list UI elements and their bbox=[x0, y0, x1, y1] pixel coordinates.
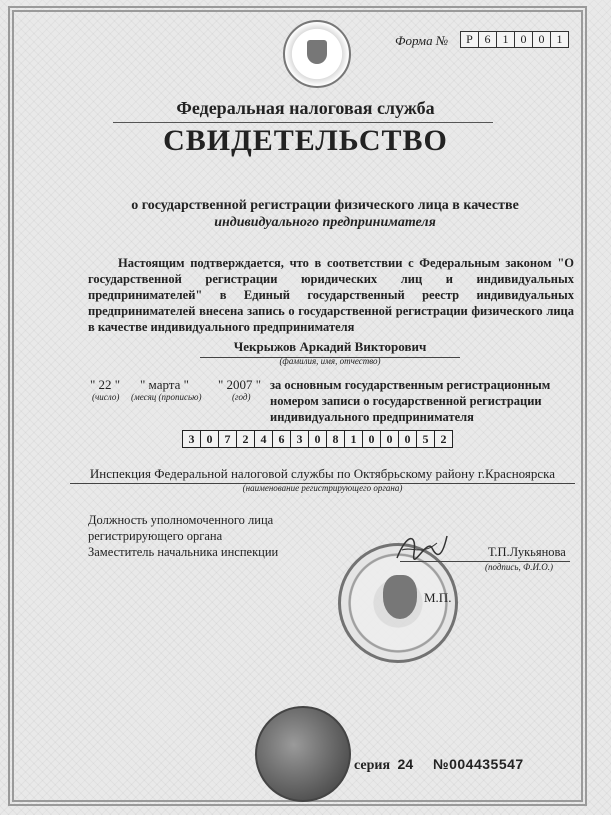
form-code bbox=[461, 31, 569, 48]
ogrnip-digit: 6 bbox=[272, 430, 291, 448]
page-title: СВИДЕТЕЛЬСТВО bbox=[163, 124, 448, 157]
date-day: " 22 " bbox=[90, 377, 121, 392]
ogrnip-digit: 0 bbox=[200, 430, 219, 448]
registration-text: за основным государственным регистрационным номером записи о государственной регистрации индивидуального предпринимателя bbox=[270, 378, 551, 424]
divider bbox=[113, 122, 493, 123]
ogrnip-digit: 3 bbox=[290, 430, 309, 448]
body-text: Настоящим подтверждается, что в соответствии с Федеральным законом "О государственной регистрации юридических лиц и индивидуальных предпринимателей" в Единый государственный реестр индивидуальных предпринимателей внесена запись о государственной регистрации физического лица в качестве индивидуального предпринимателя bbox=[88, 256, 574, 334]
position-label bbox=[88, 512, 273, 544]
ogrnip-digit: 0 bbox=[362, 430, 381, 448]
date-day-caption: (число) bbox=[92, 392, 120, 402]
ogrnip-digit: 0 bbox=[380, 430, 399, 448]
ogrnip-digit: 0 bbox=[398, 430, 417, 448]
position-label-line-1: Должность уполномоченного лица bbox=[88, 513, 274, 527]
date-month: " марта " bbox=[140, 377, 189, 392]
stamp-label: М.П. bbox=[424, 590, 452, 605]
person-name-caption: (фамилия, имя, отчество) bbox=[279, 356, 381, 366]
date-year-caption: (год) bbox=[232, 392, 251, 402]
series-value: 24 bbox=[397, 756, 414, 772]
ogrnip-digit: 5 bbox=[416, 430, 435, 448]
form-code-cell: Р bbox=[460, 31, 479, 48]
series bbox=[354, 756, 413, 774]
form-code-cell: 0 bbox=[514, 31, 533, 48]
ogrnip-digit: 3 bbox=[182, 430, 201, 448]
date-month-caption: (месяц (прописью) bbox=[131, 392, 202, 402]
ogrnip-digit: 1 bbox=[344, 430, 363, 448]
form-code-cell: 6 bbox=[478, 31, 497, 48]
ogrnip-digit: 2 bbox=[236, 430, 255, 448]
ogrnip-digit: 2 bbox=[434, 430, 453, 448]
subtitle-line-1: о государственной регистрации физического лица в качестве bbox=[131, 198, 519, 213]
form-label: Форма № bbox=[395, 33, 449, 48]
eagle-emblem-icon bbox=[383, 575, 417, 619]
date-year: " 2007 " bbox=[218, 377, 262, 392]
signer-name: Т.П.Лукьянова bbox=[488, 545, 566, 559]
signature-caption: (подпись, Ф.И.О.) bbox=[485, 562, 554, 572]
signature-scribble-icon bbox=[392, 528, 452, 568]
authority-name: Федеральная налоговая служба bbox=[176, 98, 435, 118]
registering-organ-caption: (наименование регистрирующего органа) bbox=[242, 483, 403, 493]
form-code-cell: 0 bbox=[532, 31, 551, 48]
registering-organ: Инспекция Федеральной налоговой службы по Октябрьскому району г.Красноярска bbox=[70, 466, 575, 484]
fns-emblem-icon bbox=[283, 20, 351, 88]
serial-number: №004435547 bbox=[433, 756, 524, 772]
subtitle-line-2: индивидуального предпринимателя bbox=[214, 215, 436, 230]
ogrnip-digit: 8 bbox=[326, 430, 345, 448]
person-name: Чекрыжов Аркадий Викторович bbox=[200, 339, 460, 358]
hologram-icon bbox=[255, 706, 351, 802]
series-label: серия bbox=[354, 758, 391, 773]
ogrnip-digit: 0 bbox=[308, 430, 327, 448]
ogrnip-digit: 7 bbox=[218, 430, 237, 448]
official-position: Заместитель начальника инспекции bbox=[88, 545, 279, 559]
form-code-cell: 1 bbox=[550, 31, 569, 48]
ogrnip-digit: 4 bbox=[254, 430, 273, 448]
form-code-cell: 1 bbox=[496, 31, 515, 48]
position-label-line-2: регистрирующего органа bbox=[88, 529, 223, 543]
ogrnip-number bbox=[183, 430, 453, 448]
